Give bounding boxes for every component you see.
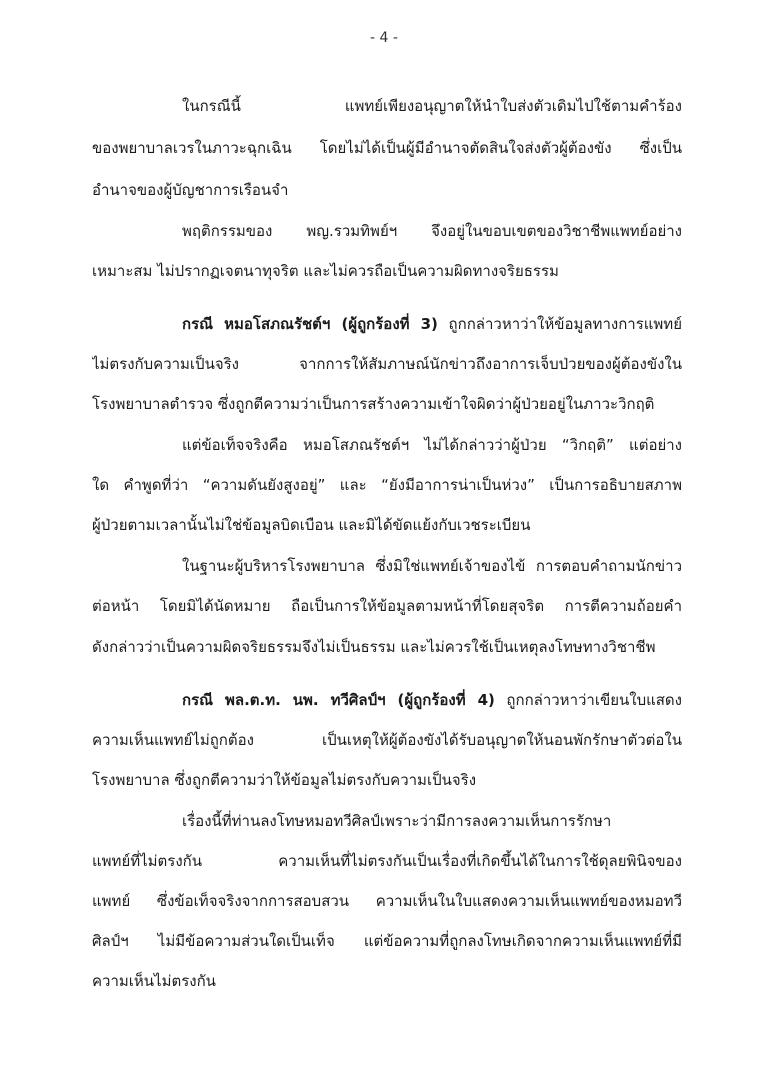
paragraph-4-line-1: แต่ข้อเท็จจริงคือ หมอโสภณรัชต์ฯ ไม่ได้กล่าวว่าผู้ป่วย “วิกฤติ” แต่อย่าง — [182, 436, 682, 454]
paragraph-3-line-3: โรงพยาบาลตำรวจ ซึ่งถูกตีความว่าเป็นการสร้างความเข้าใจผิดว่าผู้ป่วยอยู่ในภาวะวิกฤติ — [92, 395, 655, 413]
paragraph-2-line-2: เหมาะสม ไม่ปรากฏเจตนาทุจริต และไม่ควรถือเป็นความผิดทางจริยธรรม — [92, 262, 559, 280]
case-4-heading: กรณี พล.ต.ท. นพ. ทวีศิลป์ฯ (ผู้ถูกร้องที่ 4) — [182, 691, 495, 709]
paragraph-4-line-3: ผู้ป่วยตามเวลานั้นไม่ใช่ข้อมูลบิดเบือน และมิได้ขัดแย้งกับเวชระเบียน — [92, 516, 531, 534]
paragraph-2-line-1: พฤติกรรมของ พญ.รวมทิพย์ฯ จึงอยู่ในขอบเขตของวิชาชีพแพทย์อย่าง — [182, 222, 682, 240]
paragraph-3-line-2: ไม่ตรงกับความเป็นจริง จากการให้สัมภาษณ์นักข่าวถึงอาการเจ็บป่วยของผู้ต้องขังใน — [92, 355, 682, 373]
paragraph-3-line-1 — [182, 313, 682, 335]
page-number: - 4 - — [370, 30, 398, 46]
case-3-allegation: ถูกกล่าวหาว่าให้ข้อมูลทางการแพทย์ — [437, 315, 682, 333]
paragraph-1-line-3: อำนาจของผู้บัญชาการเรือนจำ — [92, 181, 289, 199]
paragraph-6-line-3: โรงพยาบาล ซึ่งถูกตีความว่าให้ข้อมูลไม่ตรงกับความเป็นจริง — [92, 771, 477, 789]
case-3-heading: กรณี หมอโสภณรัชต์ฯ (ผู้ถูกร้องที่ 3) — [182, 315, 438, 333]
paragraph-6-line-2: ความเห็นแพทย์ไม่ถูกต้อง เป็นเหตุให้ผู้ต้องขังได้รับอนุญาตให้นอนพักรักษาตัวต่อใน — [92, 731, 682, 749]
paragraph-7-line-1: เรื่องนี้ที่ท่านลงโทษหมอทวีศิลป์เพราะว่ามีการลงความเห็นการรักษา — [182, 812, 612, 830]
paragraph-7-line-5: ความเห็นไม่ตรงกัน — [92, 972, 216, 990]
paragraph-5-line-1: ในฐานะผู้บริหารโรงพยาบาล ซึ่งมิใช่แพทย์เจ้าของไข้ การตอบคำถามนักข่าว — [182, 557, 682, 575]
paragraph-5-line-3: ดังกล่าวว่าเป็นความผิดจริยธรรมจึงไม่เป็นธรรม และไม่ควรใช้เป็นเหตุลงโทษทางวิชาชีพ — [92, 638, 656, 656]
paragraph-1-line-1: ในกรณีนี้ แพทย์เพียงอนุญาตให้นำใบส่งตัวเดิมไปใช้ตามคำร้อง — [182, 97, 682, 115]
paragraph-7-line-3: แพทย์ ซึ่งข้อเท็จจริงจากการสอบสวน ความเห็นในใบแสดงความเห็นแพทย์ของหมอทวี — [92, 892, 682, 910]
paragraph-4-line-2: ใด คำพูดที่ว่า “ความดันยังสูงอยู่” และ “ยังมีอาการน่าเป็นห่วง” เป็นการอธิบายสภาพ — [92, 476, 682, 494]
paragraph-1-line-2: ของพยาบาลเวรในภาวะฉุกเฉิน โดยไม่ได้เป็นผู้มีอำนาจตัดสินใจส่งตัวผู้ต้องขัง ซึ่งเป็น — [92, 139, 682, 157]
paragraph-6-line-1 — [182, 689, 682, 711]
paragraph-7-line-2: แพทย์ที่ไม่ตรงกัน ความเห็นที่ไม่ตรงกันเป็นเรื่องที่เกิดขึ้นได้ในการใช้ดุลยพินิจของ — [92, 852, 682, 870]
paragraph-5-line-2: ต่อหน้า โดยมิได้นัดหมาย ถือเป็นการให้ข้อมูลตามหน้าที่โดยสุจริต การตีความถ้อยคำ — [92, 597, 682, 615]
paragraph-7-line-4: ศิลป์ฯ ไม่มีข้อความส่วนใดเป็นเท็จ แต่ข้อความที่ถูกลงโทษเกิดจากความเห็นแพทย์ที่มี — [92, 932, 682, 950]
case-4-allegation: ถูกกล่าวหาว่าเขียนใบแสดง — [494, 691, 682, 709]
